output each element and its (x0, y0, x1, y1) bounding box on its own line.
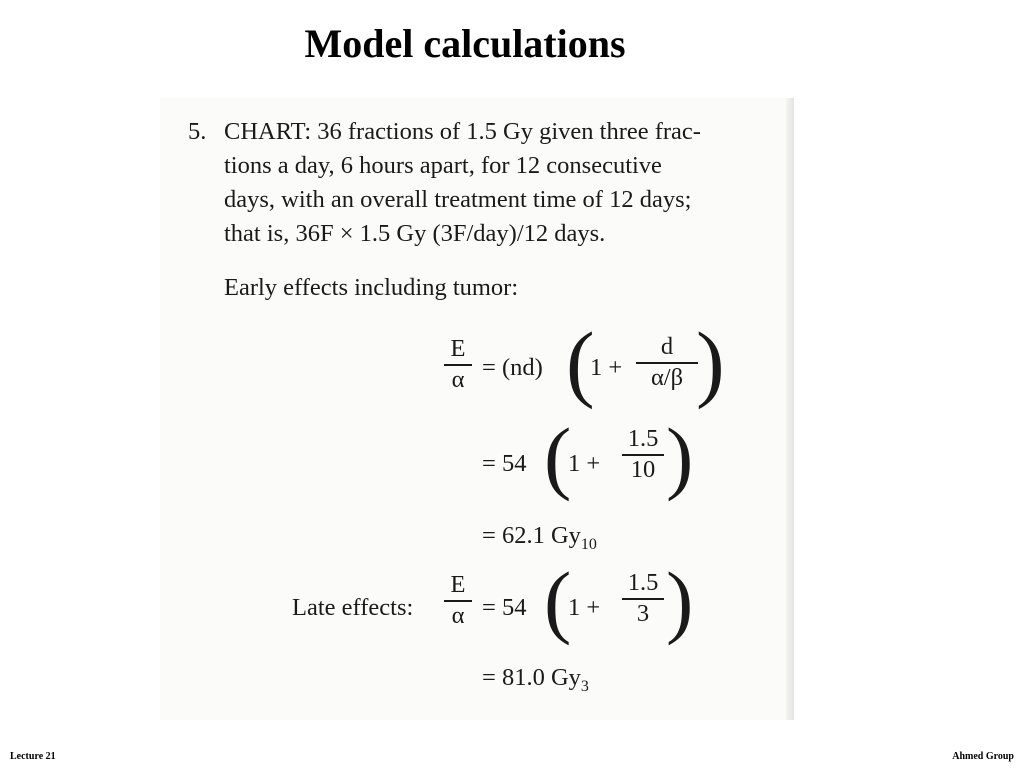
eq3-value: = 62.1 Gy (482, 522, 581, 549)
late-numerator: 1.5 (627, 569, 659, 596)
eq2-numerator: 1.5 (627, 425, 659, 452)
late-left-paren: ( (544, 555, 572, 646)
eq5-subscript: 3 (580, 677, 589, 695)
slide-title: Model calculations (304, 21, 626, 66)
eq2-equals: = 54 (482, 450, 527, 477)
late-lhs-fraction (444, 572, 472, 630)
late-lhs-numerator: E (450, 571, 466, 598)
eq1-equals-nd: = (nd) (482, 354, 543, 381)
eq3-result (482, 522, 597, 554)
chart-line-4: that is, 36F × 1.5 Gy (3F/day)/12 days. (224, 220, 606, 247)
eq2-one-plus: 1 + (568, 450, 601, 477)
eq1-lhs-denominator: α (451, 365, 465, 393)
item-number: 5. (188, 118, 207, 145)
eq1-numerator: d (660, 333, 674, 360)
late-lhs-denominator: α (451, 601, 465, 629)
eq2-right-paren: ) (666, 411, 694, 502)
eq1-fraction (636, 334, 698, 392)
eq1-denominator: α/β (650, 363, 684, 391)
footer-group: Ahmed Group (952, 751, 1014, 762)
eq5-result (482, 664, 589, 696)
late-equals: = 54 (482, 594, 527, 621)
eq1-right-paren: ) (696, 314, 725, 410)
late-denominator: 3 (636, 599, 650, 627)
late-fraction (622, 570, 664, 628)
late-effects-label: Late effects: (292, 594, 414, 621)
eq1-one-plus: 1 + (590, 354, 623, 381)
early-effects-heading: Early effects including tumor: (224, 274, 519, 301)
eq2-left-paren: ( (544, 411, 572, 502)
eq1-lhs-numerator: E (450, 335, 466, 362)
page-edge (786, 98, 794, 720)
late-right-paren: ) (666, 555, 694, 646)
eq3-subscript: 10 (580, 535, 597, 553)
late-one-plus: 1 + (568, 594, 601, 621)
scanned-textbook-excerpt (160, 98, 794, 720)
eq1-lhs-fraction (444, 336, 472, 394)
eq5-value: = 81.0 Gy (482, 664, 581, 691)
eq1-left-paren: ( (566, 314, 595, 410)
footer-lecture: Lecture 21 (10, 751, 56, 762)
chart-line-3: days, with an overall treatment time of 12 days; (224, 186, 692, 213)
eq2-fraction (622, 426, 664, 484)
chart-line-2: tions a day, 6 hours apart, for 12 consecutive (224, 152, 662, 179)
chart-line-1: CHART: 36 fractions of 1.5 Gy given three frac- (224, 118, 701, 145)
eq2-denominator: 10 (630, 455, 656, 483)
